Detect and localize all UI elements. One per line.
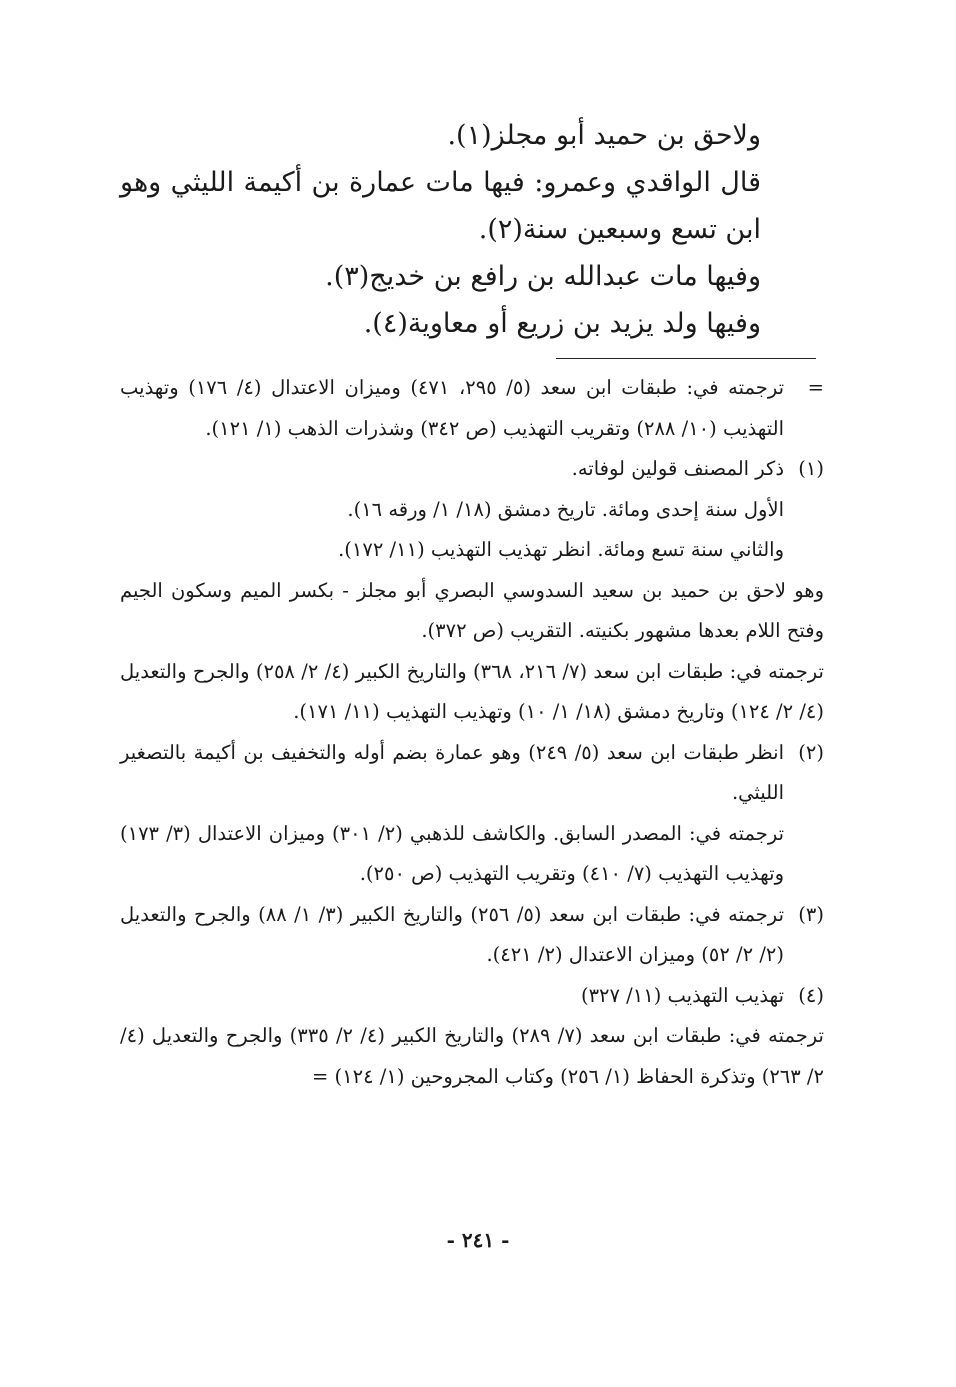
footnote-4-continuation-mark: = — [311, 1064, 329, 1088]
continuation-mark: = — [807, 376, 824, 399]
footnote-3 — [120, 895, 824, 976]
footnote-1 — [120, 449, 824, 490]
footnote-3-text: ترجمته في: طبقات ابن سعد (٥/ ٢٥٦) والتاريخ الكبير (٣/ ١/ ٨٨) والجرح والتعديل (٢/ ٢/ ٥٢) وميزان الاعتدال (٢/ ٤٢١). — [120, 902, 784, 966]
footnote-1-text: ذكر المصنف قولين لوفاته. — [571, 457, 784, 480]
footnote-1-second-date: والثاني سنة تسع ومائة. انظر تهذيب التهذيب (١١/ ١٧٢). — [338, 538, 784, 561]
footnote-4-text: تهذيب التهذيب (١١/ ٣٢٧) — [580, 983, 784, 1007]
footnote-separator — [556, 358, 816, 359]
footnotes — [120, 368, 824, 1097]
main-line-lahiq: ولاحق بن حميد أبو مجلز(١). — [447, 120, 761, 151]
footnote-4 — [120, 976, 824, 1017]
footnote-2-text: انظر طبقات ابن سعد (٥/ ٢٤٩) وهو عمارة بضم أوله والتخفيف بن أكيمة بالتصغير الليثي. — [120, 740, 784, 804]
page-number: - ٢٤١ - — [446, 1228, 510, 1252]
footnote-1-first-date: الأول سنة إحدى ومائة. تاريخ دمشق (١٨/ ١/ ورقه ١٦). — [347, 497, 784, 521]
footnote-2 — [120, 733, 824, 814]
footnote-3-number: (٣) — [798, 902, 824, 926]
main-para-waqidi: قال الواقدي وعمرو: فيها مات عمارة بن أكيمة الليثي وهو ابن تسع وسبعين سنة(٢). — [120, 167, 761, 245]
footnote-4-sources-text: ترجمته في: طبقات ابن سعد (٧/ ٢٨٩) والتاريخ الكبير (٤/ ٢/ ٣٣٥) والجرح والتعديل (٤/ ٢/ ٢٦٣) وتذكرة الحفاظ (١/ ٢٥٦) وكتاب المجروحين (١/ ١٢٤) — [120, 1024, 824, 1088]
footnote-2-number: (٢) — [798, 740, 824, 764]
footnote-continuation-text: ترجمته في: طبقات ابن سعد (٥/ ٢٩٥، ٤٧١) وميزان الاعتدال (٤/ ١٧٦) وتهذيب التهذيب (١٠/ ٢٨٨) وتقريب التهذيب (ص ٣٤٢) وشذرات الذهب (١/ ١٢١). — [120, 376, 785, 440]
footnote-1-sources: ترجمته في: طبقات ابن سعد (٧/ ٢١٦، ٣٦٨) والتاريخ الكبير (٤/ ٢/ ٢٥٨) والجرح والتعديل (٤/ ٢/ ١٢٤) وتاريخ دمشق (١٨/ ١/ ١٠) وتهذيب التهذيب (١١/ ١٧١). — [120, 659, 824, 723]
main-line-yazid: وفيها ولد يزيد بن زريع أو معاوية(٤). — [363, 308, 761, 339]
footnote-1-number: (١) — [798, 457, 824, 480]
footnote-continuation — [120, 368, 824, 449]
main-line-abdullah: وفيها مات عبدالله بن رافع بن خديج(٣). — [325, 261, 761, 292]
footnote-1-biography: وهو لاحق بن حميد بن سعيد السدوسي البصري أبو مجلز - بكسر الميم وسكون الجيم وفتح اللام بعدها مشهور بكنيته. التقريب (ص ٣٧٢). — [120, 578, 824, 642]
footnote-4-number: (٤) — [798, 983, 824, 1007]
footnote-2-sources: ترجمته في: المصدر السابق. والكاشف للذهبي (٢/ ٣٠١) وميزان الاعتدال (٣/ ١٧٣) وتهذيب التهذيب (٧/ ٤١٠) وتقريب التهذيب (ص ٢٥٠). — [120, 821, 785, 885]
footnote-4-sources — [120, 1016, 824, 1097]
main-text — [120, 112, 816, 347]
